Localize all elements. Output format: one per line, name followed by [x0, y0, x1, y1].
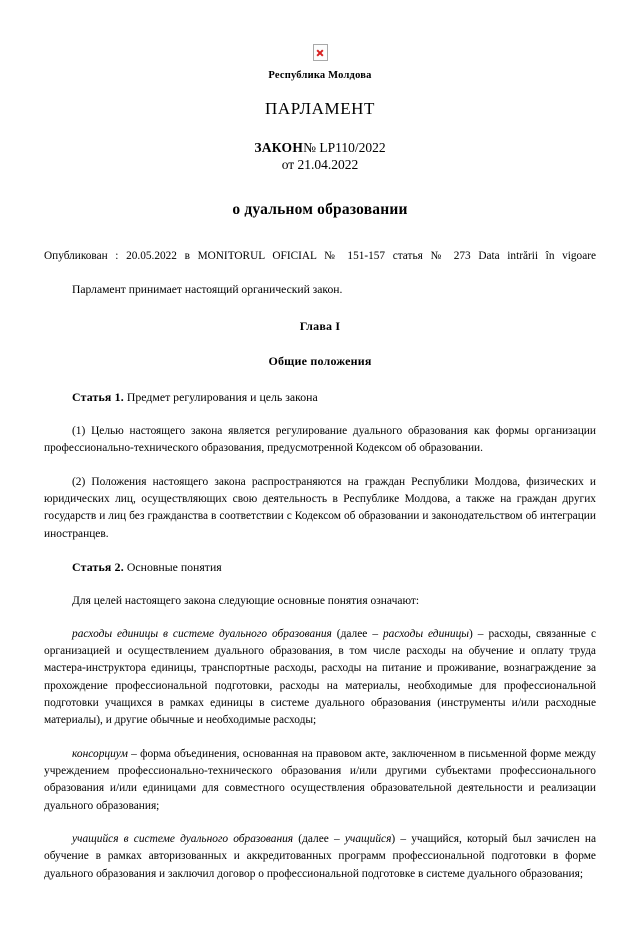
article-1-label: Статья 1. [72, 389, 124, 404]
chapter-number: Глава I [299, 318, 341, 333]
definition-term: консорциум [72, 747, 128, 760]
law-number: № LP110/2022 [303, 140, 386, 155]
definition-alias-suffix: ) – [469, 627, 489, 640]
article-2-lead: Для целей настоящего закона следующие основные понятия означают: [72, 594, 420, 607]
law-date: от 21.04.2022 [281, 157, 359, 173]
definition-term: расходы единицы в системе дуального образования [72, 627, 332, 640]
broken-image-icon [313, 44, 328, 61]
definition-text: учащийся, который был зачислен на обучение в рамках авторизованных и аккредитованных программ профессиональной подготовки в форме дуального образования и заключил договор о профессиональной подготовке в системе дуального образования; [44, 832, 597, 880]
chapter-title: Общие положения [268, 353, 372, 368]
definition-text: форма объединения, основанная на правовом акте, заключенном в письменной форме между учреждением профессионально-технического образования и/или другими субъектами профессионального образования и/или единицами для совместного осуществления образовательной деятельности и реализации дуального образования; [44, 747, 597, 812]
definition-alias-prefix: (далее – [293, 832, 345, 845]
article-2-title: Основные понятия [126, 559, 222, 574]
law-label: ЗАКОН [254, 140, 304, 155]
definition-item [44, 626, 596, 730]
intro-paragraph: Парламент принимает настоящий органический закон. [72, 283, 343, 297]
definition-alias: расходы единицы [382, 627, 470, 640]
article-1-paragraph-2: (2) Положения настоящего закона распространяются на граждан Республики Молдова, физических и юридических лиц, осуществляющих свою деятельность в Республике Молдова, а также на граждан других государств и лиц без гражданства в соответствии с Кодексом об образовании и законодательством об интеграции иностранцев. [44, 475, 596, 540]
article-1-heading [44, 389, 596, 406]
definition-alias-suffix: ) – [391, 832, 412, 845]
article-1-paragraph-1: (1) Целью настоящего закона является регулирование дуального образования как формы организации профессионально-технического образования, предусмотренной Кодексом об образовании. [44, 424, 596, 455]
publication-line: Опубликован : 20.05.2022 в MONITORUL OFICIAL № 151-157 статья № 273 Data intrării în vigoare [44, 250, 596, 263]
definition-alias: учащийся [344, 832, 392, 845]
definition-item [44, 746, 596, 815]
definition-item [44, 831, 596, 883]
definition-text: расходы, связанные с организацией и осуществлением дуального образования, в том числе расходы на обучение и оплату труда мастера-инструктора единицы, транспортные расходы, расходы на питание и проживание, вознаграждение за прохождение профессиональной подготовки, расходы на материалы, необходимые для профессиональной подготовки учащихся в рамках единицы в системе дуального образования (инструменты и/или расходные материалы), и другие обычные и необходимые расходы; [44, 627, 597, 727]
definition-term: учащийся в системе дуального образования [72, 832, 294, 845]
country-heading: Республика Молдова [268, 70, 372, 81]
article-2-label: Статья 2. [72, 559, 124, 574]
article-2-heading [44, 559, 596, 576]
institution-heading: ПАРЛАМЕНТ [264, 99, 376, 118]
law-number-line [44, 139, 596, 157]
definition-alias-prefix: (далее – [331, 627, 383, 640]
article-1-title: Предмет регулирования и цель закона [126, 389, 318, 404]
definition-alias-suffix: – [127, 747, 141, 760]
page-title: о дуальном образовании [232, 201, 408, 219]
emblem-container [44, 44, 596, 64]
